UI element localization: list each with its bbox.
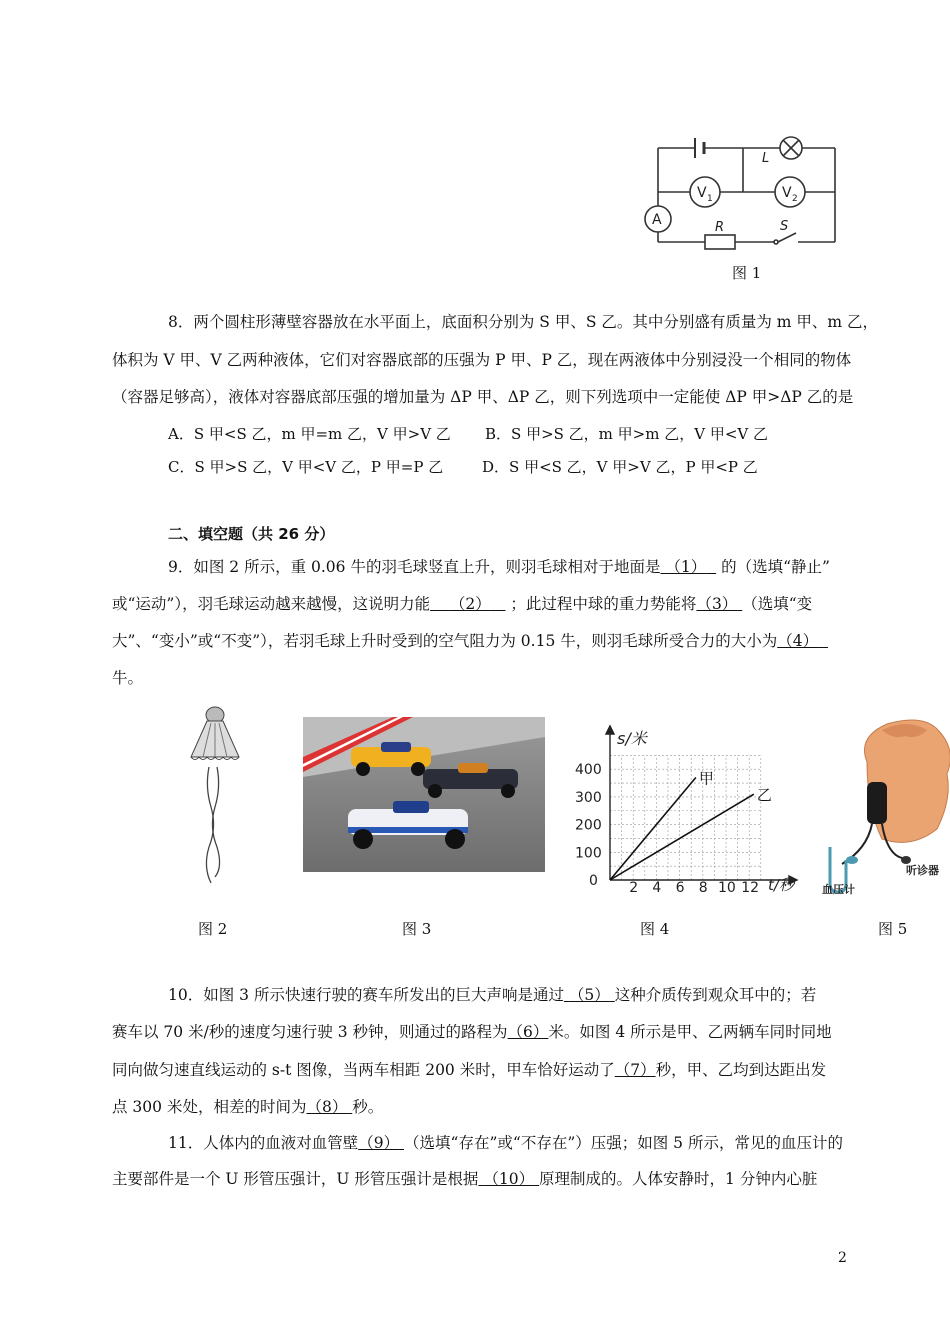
origin-label: 0 — [589, 873, 598, 889]
q9-text: 或“运动”），羽毛球运动越来越慢，这说明力能 — [112, 595, 431, 613]
q10-text: 10．如图 3 所示快速行驶的赛车所发出的巨大声响是通过 — [168, 986, 564, 1004]
q10-text: 点 300 米处，相差的时间为 — [112, 1098, 307, 1116]
y-axis-label: s/米 — [617, 729, 647, 748]
blank-4: （4） — [777, 632, 819, 650]
q10-line4 — [112, 1097, 852, 1117]
y-tick-label: 400 — [575, 762, 602, 779]
blank-7: （7） — [614, 1061, 656, 1079]
section-heading: 二、填空题（共 26 分） — [168, 525, 335, 543]
resistor-label: R — [715, 220, 725, 235]
q8-option-d: D．S 甲<S 乙，V 甲>V 乙，P 甲<P 乙 — [482, 458, 758, 476]
blank-2: （2） — [449, 595, 491, 613]
blank-8: （8） — [306, 1098, 348, 1116]
y-tick-label: 100 — [575, 845, 602, 862]
fig5-caption: 图 5 — [878, 920, 908, 938]
blank-1: （1） — [665, 558, 707, 576]
q9-text: ；此过程中球的重力势能将 — [510, 595, 697, 613]
q10-text: 秒。 — [352, 1098, 384, 1116]
series-line-jia — [610, 778, 696, 880]
st-graph-fig4 — [565, 722, 815, 902]
x-tick-label: 10 — [718, 880, 736, 896]
gauge-label: 血压计 — [822, 883, 855, 896]
ammeter-label: A — [652, 212, 662, 228]
fig3-caption: 图 3 — [402, 920, 432, 938]
q8-line1: 8．两个圆柱形薄壁容器放在水平面上，底面积分别为 S 甲、S 乙。其中分别盛有质量为 m 甲、m 乙， — [168, 313, 879, 331]
q10-text: 同向做匀速直线运动的 s-t 图像，当两车相距 200 米时，甲车恰好运动了 — [112, 1061, 615, 1079]
q10-line3 — [112, 1060, 852, 1080]
q9-text: 9．如图 2 所示，重 0.06 牛的羽毛球竖直上升，则羽毛球相对于地面是 — [168, 558, 661, 576]
lamp-label: L — [762, 151, 770, 166]
q8-line3: （容器足够高），液体对容器底部压强的增加量为 ΔP 甲、ΔP 乙，则下列选项中一定能使 ΔP 甲>ΔP 乙的是 — [112, 388, 854, 406]
blank-6: （6） — [507, 1023, 549, 1041]
blank-10: （10） — [483, 1170, 535, 1188]
blood-pressure-fig5 — [822, 712, 950, 897]
y-tick-label: 300 — [575, 789, 602, 806]
q9-text: 大”、“变小”或“不变”），若羽毛球上升时受到的空气阻力为 0.15 牛，则羽毛球所受合力的大小为 — [112, 632, 778, 650]
x-tick-label: 6 — [675, 880, 685, 896]
y-tick-label: 200 — [575, 817, 602, 834]
x-tick-label: 2 — [629, 880, 639, 896]
q8-option-a: A．S 甲<S 乙，m 甲=m 乙，V 甲>V 乙 — [168, 425, 451, 443]
q9-text: 的（选填“静止” — [721, 558, 830, 576]
q8-option-c: C．S 甲>S 乙，V 甲<V 乙，P 甲=P 乙 — [168, 458, 444, 476]
q10-line1 — [168, 985, 908, 1005]
x-tick-label: 4 — [652, 880, 662, 896]
q10-text: 秒，甲、乙均到达距出发 — [655, 1061, 827, 1079]
q11-text: 11．人体内的血液对血管壁 — [168, 1134, 359, 1152]
q8-option-b: B．S 甲>S 乙，m 甲>m 乙，V 甲<V 乙 — [485, 425, 769, 443]
q11-text: 主要部件是一个 U 形管压强计，U 形管压强计是根据 — [112, 1170, 479, 1188]
q9-line3 — [112, 631, 852, 651]
x-axis-label: t/秒 — [768, 876, 794, 894]
q10-text: 赛车以 70 米/秒的速度匀速行驶 3 秒钟，则通过的路程为 — [112, 1023, 508, 1041]
blank-9: （9） — [358, 1134, 400, 1152]
q9-line1 — [168, 557, 908, 577]
x-tick-label: 12 — [741, 880, 760, 896]
q9-text: （选填“变 — [742, 595, 813, 613]
q10-text: 米。如图 4 所示是甲、乙两辆车同时同地 — [548, 1023, 832, 1041]
x-tick-label: 8 — [698, 880, 708, 896]
switch-label: S — [780, 219, 789, 234]
q10-text: 这种介质传到观众耳中的；若 — [614, 986, 817, 1004]
q11-line1 — [168, 1133, 908, 1153]
series-label: 乙 — [756, 786, 772, 805]
fig1-caption: 图 1 — [732, 264, 762, 282]
q10-line2 — [112, 1022, 852, 1042]
voltmeter-2-sub: 2 — [792, 194, 798, 204]
q11-text: （选填“存在”或“不存在”）压强；如图 5 所示，常见的血压计的 — [404, 1134, 843, 1152]
blank-5: （5） — [568, 986, 610, 1004]
blank-3: （3） — [696, 595, 738, 613]
shuttlecock-fig2 — [185, 705, 245, 885]
race-cars-photo-fig3 — [303, 717, 545, 872]
series-label: 甲 — [698, 769, 714, 788]
q11-line2 — [112, 1169, 852, 1189]
q9-line4: 牛。 — [112, 669, 144, 687]
voltmeter-1-sub: 1 — [707, 194, 713, 204]
fig4-caption: 图 4 — [640, 920, 670, 938]
page-number: 2 — [838, 1250, 847, 1266]
fig2-caption: 图 2 — [198, 920, 228, 938]
q8-line2: 体积为 V 甲、V 乙两种液体，它们对容器底部的压强为 P 甲、P 乙，现在两液体中分别浸没一个相同的物体 — [112, 351, 852, 369]
voltmeter-1-label: V — [697, 185, 707, 201]
q11-text: 原理制成的。人体安静时，1 分钟内心脏 — [539, 1170, 818, 1188]
stethoscope-label: 听诊器 — [906, 864, 939, 877]
series-line-yi — [610, 794, 754, 880]
voltmeter-2-label: V — [782, 185, 792, 201]
circuit-diagram-fig1 — [640, 130, 850, 255]
q9-line2 — [112, 594, 852, 614]
